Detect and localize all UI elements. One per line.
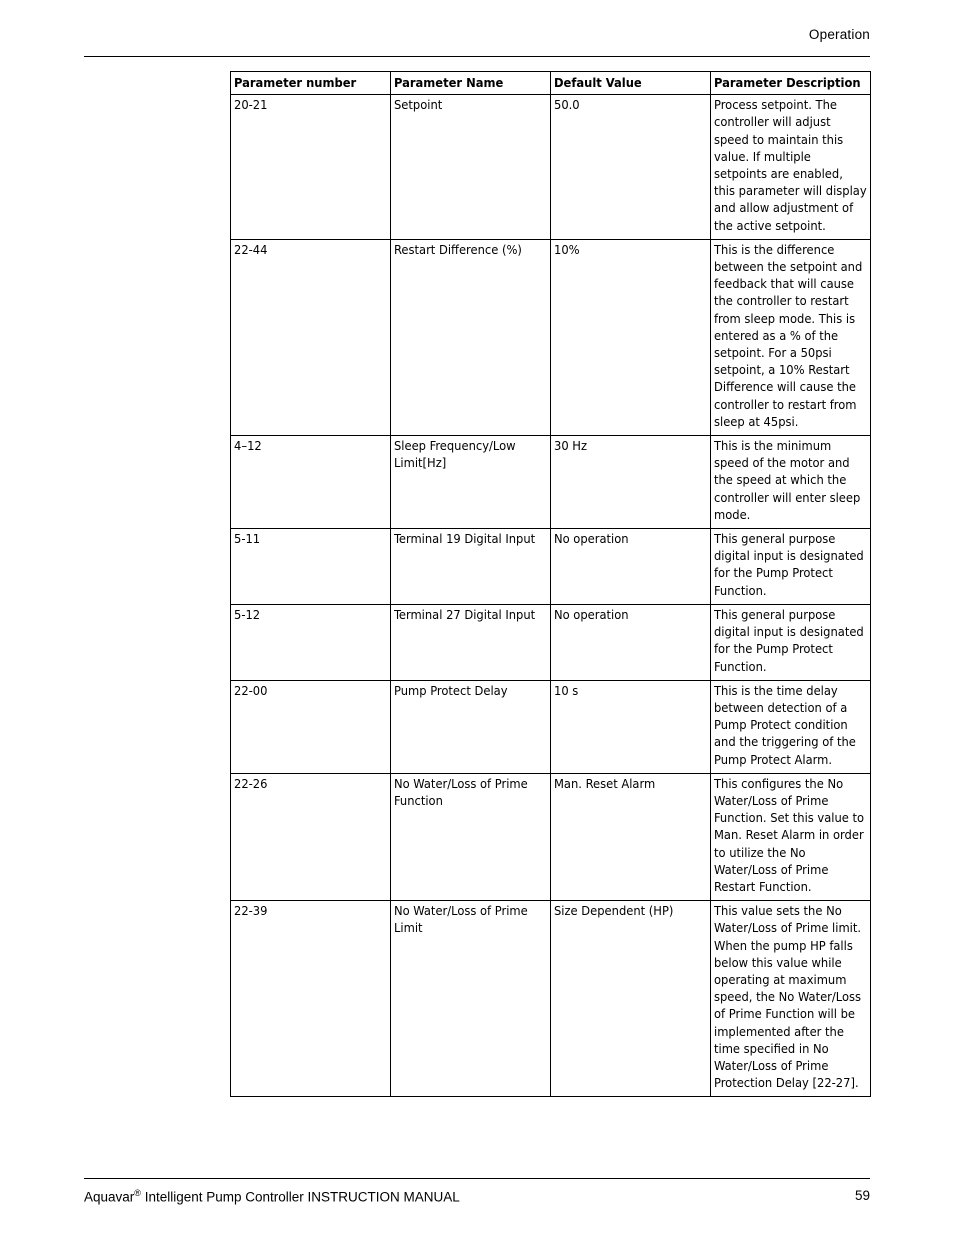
default-value: 10% <box>551 239 711 435</box>
parameter-number: 22-00 <box>231 680 391 773</box>
parameter-name: No Water/Loss of Prime Limit <box>391 901 551 1097</box>
column-header-default-value: Default Value <box>551 72 711 95</box>
default-value: No operation <box>551 529 711 605</box>
table-header-row <box>231 72 871 95</box>
parameter-name: Terminal 19 Digital Input <box>391 529 551 605</box>
parameter-number: 4–12 <box>231 436 391 529</box>
page-footer <box>84 1178 870 1205</box>
parameter-name: Terminal 27 Digital Input <box>391 604 551 680</box>
table-row <box>231 436 871 529</box>
parameter-description: This value sets the No Water/Loss of Prime limit. When the pump HP falls below this value while operating at maximum speed, the No Water/Loss of Prime Function will be implemented after the time specified in No Water/Loss of Prime Protection Delay [22-27]. <box>711 901 871 1097</box>
parameter-number: 5-11 <box>231 529 391 605</box>
parameter-number: 20-21 <box>231 95 391 240</box>
parameter-number: 22-44 <box>231 239 391 435</box>
default-value: 30 Hz <box>551 436 711 529</box>
registered-mark: ® <box>134 1188 141 1198</box>
default-value: Size Dependent (HP) <box>551 901 711 1097</box>
parameter-description: This is the time delay between detection of a Pump Protect condition and the triggering of the Pump Protect Alarm. <box>711 680 871 773</box>
parameter-description: This is the difference between the setpoint and feedback that will cause the controller to restart from sleep mode. This is entered as a % of the setpoint. For a 50psi setpoint, a 10% Restart Difference will cause the controller to restart from sleep at 45psi. <box>711 239 871 435</box>
table-row <box>231 604 871 680</box>
parameter-number: 22-26 <box>231 773 391 900</box>
parameter-description: This is the minimum speed of the motor and the speed at which the controller will enter sleep mode. <box>711 436 871 529</box>
parameter-table <box>230 71 871 1097</box>
parameter-name: No Water/Loss of Prime Function <box>391 773 551 900</box>
table-row <box>231 239 871 435</box>
column-header-parameter-description: Parameter Description <box>711 72 871 95</box>
table-row <box>231 680 871 773</box>
parameter-number: 5-12 <box>231 604 391 680</box>
parameter-number: 22-39 <box>231 901 391 1097</box>
parameter-description: This general purpose digital input is designated for the Pump Protect Function. <box>711 604 871 680</box>
parameter-name: Sleep Frequency/Low Limit[Hz] <box>391 436 551 529</box>
page-header <box>84 0 870 57</box>
column-header-parameter-name: Parameter Name <box>391 72 551 95</box>
parameter-name: Pump Protect Delay <box>391 680 551 773</box>
column-header-parameter-number: Parameter number <box>231 72 391 95</box>
manual-title-text: Intelligent Pump Controller INSTRUCTION MANUAL <box>140 1189 460 1205</box>
manual-title <box>84 1188 460 1205</box>
parameter-description: This general purpose digital input is designated for the Pump Protect Function. <box>711 529 871 605</box>
default-value: No operation <box>551 604 711 680</box>
parameter-description: This configures the No Water/Loss of Prime Function. Set this value to Man. Reset Alarm in order to utilize the No Water/Loss of Prime Restart Function. <box>711 773 871 900</box>
default-value: 50.0 <box>551 95 711 240</box>
parameter-name: Restart Difference (%) <box>391 239 551 435</box>
table-row <box>231 773 871 900</box>
default-value: Man. Reset Alarm <box>551 773 711 900</box>
page-number: 59 <box>854 1188 870 1203</box>
parameter-name: Setpoint <box>391 95 551 240</box>
table-row <box>231 95 871 240</box>
section-title: Operation <box>808 27 870 42</box>
brand-name: Aquavar <box>84 1189 135 1205</box>
default-value: 10 s <box>551 680 711 773</box>
table-row <box>231 901 871 1097</box>
table-row <box>231 529 871 605</box>
parameter-description: Process setpoint. The controller will adjust speed to maintain this value. If multiple setpoints are enabled, this parameter will display and allow adjustment of the active setpoint. <box>711 95 871 240</box>
